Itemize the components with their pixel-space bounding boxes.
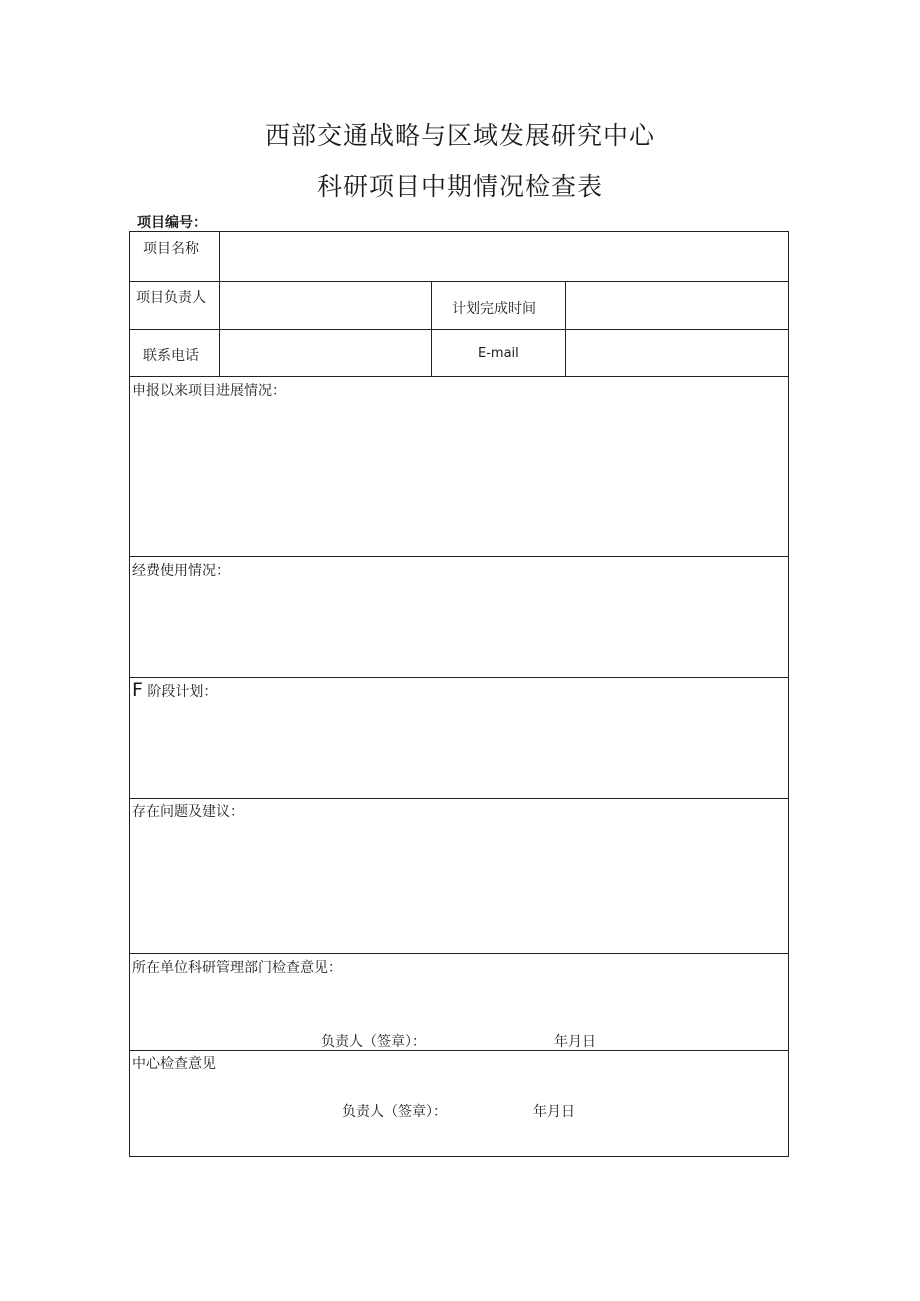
section-divider xyxy=(130,798,788,799)
issues-label: 存在问题及建议： xyxy=(132,804,244,820)
progress-field[interactable] xyxy=(130,400,788,556)
project-leader-label: 项目负责人 xyxy=(136,290,206,306)
email-label: E-mail xyxy=(478,346,519,361)
next-plan-text: 阶段计划： xyxy=(147,684,218,700)
email-field[interactable] xyxy=(566,330,788,376)
center-review-label: 中心检查意见 xyxy=(132,1056,216,1072)
section-divider xyxy=(130,1050,788,1051)
project-name-field[interactable] xyxy=(220,232,788,281)
phone-label: 联系电话 xyxy=(143,348,199,364)
section-divider xyxy=(130,677,788,678)
unit-review-field[interactable] xyxy=(130,978,788,1028)
next-plan-field[interactable] xyxy=(130,702,788,798)
section-divider xyxy=(130,953,788,954)
center-signature-label: 负责人（签章）： xyxy=(342,1104,447,1120)
row-divider xyxy=(130,376,788,377)
project-name-label: 项目名称 xyxy=(143,241,199,257)
inspection-form xyxy=(129,231,789,1157)
unit-review-label: 所在单位科研管理部门检查意见： xyxy=(132,960,342,976)
phone-field[interactable] xyxy=(220,330,431,376)
org-title: 西部交通战略与区域发展研究中心 xyxy=(264,121,655,150)
col-divider xyxy=(431,281,432,376)
center-date-label: 年月日 xyxy=(533,1104,575,1120)
center-review-field[interactable] xyxy=(130,1074,788,1156)
form-title: 科研项目中期情况检查表 xyxy=(316,172,603,201)
funding-label: 经费使用情况： xyxy=(132,563,230,579)
next-plan-prefix: F xyxy=(132,679,143,701)
unit-signature-label: 负责人（签章）： xyxy=(321,1034,426,1050)
funding-field[interactable] xyxy=(130,580,788,677)
section-divider xyxy=(130,556,788,557)
project-number-label: 项目编号： xyxy=(137,215,207,231)
unit-date-label: 年月日 xyxy=(554,1034,596,1050)
progress-label: 申报以来项目进展情况： xyxy=(132,383,286,399)
plan-finish-field[interactable] xyxy=(566,282,788,329)
project-leader-field[interactable] xyxy=(220,282,431,329)
plan-finish-label: 计划完成时间 xyxy=(452,301,536,317)
issues-field[interactable] xyxy=(130,822,788,953)
next-plan-label xyxy=(132,679,217,701)
